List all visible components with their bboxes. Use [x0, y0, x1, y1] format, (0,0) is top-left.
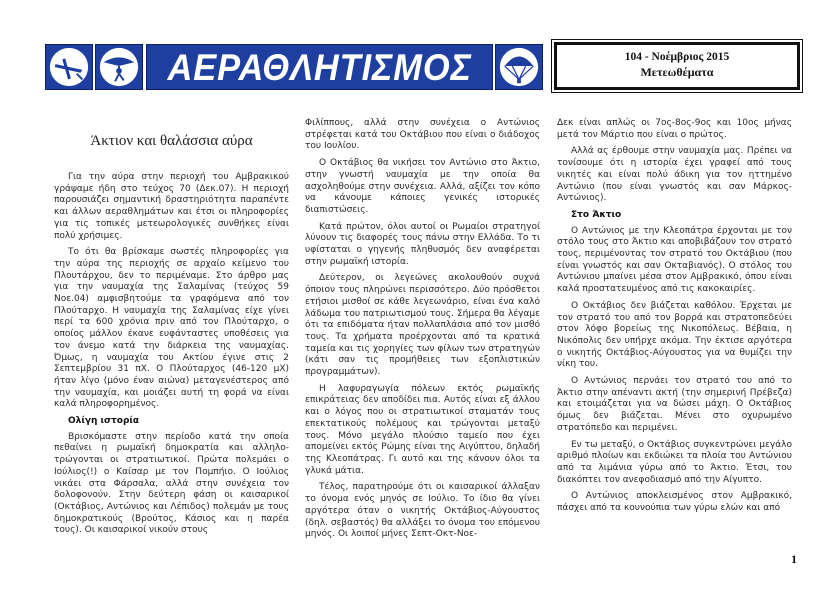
paragraph: Για την αύρα στην περιοχή του Αμβρακικού γράψαμε ήδη στο τεύχος 70 (Δεκ.07). Η περιοχή παρουσιάζει σημαντική δραστηριότητα παραπέντε και άλλων αεραθλημάτων και έτσι οι πληροφορίες για τις τοπικές μετεωρολογικές συνθήκες είναι πολύ χρήσιμες. [54, 172, 289, 241]
magazine-logo-text: ΑΕΡΑΘΛΗΤΙΣΜΟΣ [167, 46, 472, 88]
issue-section-name: Μετεωθέματα [640, 65, 714, 79]
paragraph: Εν τω μεταξύ, ο Οκτάβιος συγκεντρώνει μεγάλο αριθμό πλοίων και εκδιώκει τα πλοία του Αντώνιου από τα λιμάνια γύρω από το Άκτιο. Έτσι, του διακόπτει τον ανεφοδιασμό από την Αίγυπτο. [557, 439, 792, 485]
issue-number-date: 104 - Νοέμβριος 2015 [624, 51, 730, 63]
paragraph: Δεκ είναι απλώς οι 7ος-8ος-9ος και 10ος μήνας μετά τον Μάρτιο που είναι ο πρώτος. [557, 118, 792, 140]
parachute-icon [496, 45, 542, 89]
article-column-1 [54, 132, 289, 542]
paragraph: Τέλος, παρατηρούμε ότι οι καισαρικοί άλλαξαν το όνομα ενός μηνός σε Ιούλιο. Το ίδιο θα γίνει αργότερα όταν ο νικητής Οκτάβιος-Αύγουστος (δηλ. σεβαστός) θα αλλάξει το όνομα του επόμενου μηνός. Οι λοιποί μήνες Σεπτ-Οκτ-Νοε- [305, 482, 540, 540]
paragraph: Η λαφυραγωγία πόλεων εκτός ρωμαϊκής επικράτειας δεν αποδίδει πια. Αυτός είναι εξ άλλου και ο λόγος που οι στρατιωτικοί σταματάν τους επεκτατικούς πολέμους και τρώγονται μεταξύ τους. Μόνο μεγάλο πλούσιο ταμείο που έχει απομείνει εκτός Ρώμης είναι της Αιγύπτου, δηλαδή της Κλεοπάτρας. Γι αυτό και της κάνουν όλοι τα γλυκά μάτια. [305, 383, 540, 476]
magazine-banner [146, 44, 493, 90]
paragraph: Φιλίππους, αλλά στην συνέχεια ο Αντώνιος στρέφεται κατά του Οκτάβιου που είναι ο διάδοχος του Ιουλίου. [305, 118, 540, 152]
aeromodel-logo [45, 44, 93, 90]
paragraph: Αλλά ας έρθουμε στην ναυμαχία μας. Πρέπει να τονίσουμε ότι η ιστορία έχει γραφεί από τους νικητές και είναι πολύ άδικη για τον ηττημένο Αντώνιο (που είναι γνωστός και σαν Μάρκος-Αντώνιος). [557, 146, 792, 204]
paragraph: Ο Οκτάβιος θα νικήσει τον Αντώνιο στο Άκτιο, στην γνωστή ναυμαχία με την οποία θα ασχοληθούμε στην συνέχεια. Αλλά, αξίζει τον κόπο να κάνουμε κάποιες γενικές ιστορικές διαπιστώσεις. [305, 158, 540, 215]
section-heading: Ολίγη ιστορία [68, 416, 140, 427]
paragraph: Ο Αντώνιος με την Κλεοπάτρα έρχονται με τον στόλο τους στο Άκτιο και αποβιβάζουν τον στρατό τους, περιμένοντας τον στρατό του Οκτάβιου (που είναι γνωστός και σαν Οκταβιανός). Ο στόλος του Αντώνιου μπαίνει μέσα στον Αμβρακικό, όπου είναι καλά προστατευμένος από τις κακοκαιρίες. [557, 225, 792, 295]
parachute-logo [495, 44, 543, 90]
page-number: 1 [791, 552, 797, 566]
article-column-3 [557, 118, 792, 520]
hang-glider-icon [96, 45, 142, 89]
paragraph: Ο Οκτάβιος δεν βιάζεται καθόλου. Έρχεται με τον στρατό του από τον βορρά και στρατοπεδεύει στον λόφο βορείως της Νικοπόλεως. Βέβαια, η Νικόπολις δεν υπήρχε ακόμα. Την έκτισε αργότερα ο νικητής Οκτάβιος-Αύγουστος για να θυμίζει την νίκη του. [557, 300, 792, 370]
paragraph: Κατά πρώτον, όλοι αυτοί οι Ρωμαίοι στρατηγοί λύνουν τις διαφορές τους πάνω στην Ελλάδα. Το τι υφίσταται ο γηγενής πληθυσμός δεν αναφέρεται στην ρωμαϊκή ιστορία. [305, 221, 540, 267]
article-title: Άκτιον και θαλάσσια αύρα [90, 133, 253, 149]
issue-info-box [554, 42, 800, 90]
paragraph: Ο Αντώνιος αποκλεισμένος στον Αμβρακικό, πάσχει από τα κουνούπια των γύρω ελών και από [557, 491, 792, 514]
article-column-2 [305, 118, 540, 546]
paragraph: Το ότι θα βρίσκαμε σωστές πληροφορίες για την αύρα της περιοχής σε αρχαίο κείμενο του Πλουτάρχου, δεν το περιμέναμε. Στο άρθρο μας για την ναυμαχία της Σαλαμίνας (τεύχος 59 Νοε.04) αμφισβητούμε τα γραφόμενα από τον Πλούταρχο. Η ναυμαχία της Σαλαμίνας είχε γίνει περί τα 600 χρόνια πριν από τον Πλούταρχο, ο οποίος μάλλον έκανε ευφάνταστες υποθέσεις για τον άνεμο κατά την διάρκεια της ναυμαχίας. Όμως, η ναυμαχία του Ακτίου έγινε στις 2 Σεπτεμβρίου 31 πΧ. Ο Πλούταρχος (46-120 μΧ) ήταν λίγο (μόνο έναν αιώνα) μεταγενέστερος από την ναυμαχία, και μοιάζει αυτή τη φορά να είναι καλά πληροφορημένος. [54, 247, 289, 410]
paragraph: Δεύτερον, οι λεγεώνες ακολουθούν συχνά όποιον τους πληρώνει περισσότερο. Δύο πρόσθετοι ετήσιοι μισθοί σε κάθε λεγεωνάριο, είναι ένα καλό λάδωμα του πατριωτισμού τους. Σήμερα θα λέγαμε ότι τα επιδόματα ήταν πολλαπλάσια από τον μισθό τους. Τα χρήματα προέρχονται από τα κρατικά ταμεία και τις χορηγίες των φίλων των στρατηγών (κάτι σαν τις προμήθειες των εξοπλιστικών προγραμμάτων). [305, 273, 540, 378]
aeromodel-icon [46, 45, 92, 89]
paragraph: Βρισκόμαστε στην περίοδο κατά την οποία πεθαίνει η ρωμαϊκή δημοκρατία και αλληλο-τρώγονται οι στρατιωτικοί. Πρώτα πολεμάει ο Ιούλιος(!) ο Καίσαρ με τον Πομπήιο. Ο Ιούλιος νικάει στα Φάρσαλα, αλλά στην συνέχεια τον δολοφονούν. Στην δεύτερη φάση οι καισαρικοί (Οκτάβιος, Αντώνιος και Λέπιδος) πολεμάν με τους δημοκρατικούς (Βρούτος, Κάσιος και η παρέα τους). Οι καισαρικοί νικούν στους [54, 431, 289, 536]
hang-glider-logo [95, 44, 143, 90]
section-heading: Στο Άκτιο [571, 209, 622, 220]
paragraph: Ο Αντώνιος περνάει τον στρατό του από το Άκτιο στην απέναντι ακτή (την σημερινή Πρέβεζα) και ετοιμάζεται για να δώσει μάχη. Ο Οκτάβιος όμως δεν βιάζεται. Μένει στο οχυρωμένο στρατόπεδο και περιμένει. [557, 376, 792, 433]
